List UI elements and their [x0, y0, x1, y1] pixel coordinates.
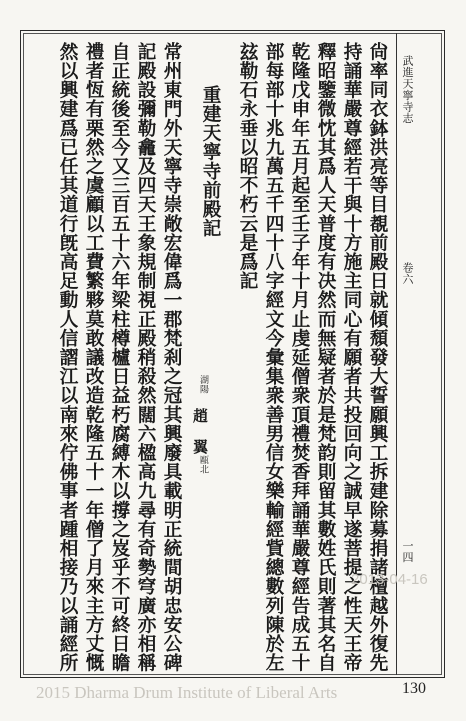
text-column-8: 記殿設彌勒龕及四天王象規制視正殿稍殺然闊六楹高九尋有奇勢穹廣亦相稱 — [135, 42, 156, 673]
book-title-label: 武進天寧寺志 — [401, 55, 414, 124]
volume-label: 卷六 — [401, 262, 414, 285]
section-heading: 重建天寧寺前殿記 — [200, 85, 221, 238]
text-column-5: 部每部十兆九萬五千四十八字經文今彙集衆善男信女樂輸經貲總數列陳於左 — [263, 42, 284, 673]
folio-label: 一四 — [401, 540, 414, 563]
author-name: 趙 翼 — [191, 408, 209, 455]
text-column-6: 玆勒石永垂以昭不朽云是爲記 — [237, 42, 258, 291]
watermark-footer: 2015 Dharma Drum Institute of Liberal Arts — [36, 683, 338, 702]
text-column-10: 禮者恆有栗然之虞顧以工費繁夥莫敢議改造乾隆五十一年僧了月來主方丈慨 — [83, 42, 104, 673]
date-stamp: 2013-04-16 — [351, 571, 428, 588]
text-column-4: 乾隆戊申年五月起至壬子年十月止虔延僧衆頂禮焚香拜誦華嚴尊經告成五十 — [289, 42, 310, 673]
page-number: 130 — [402, 680, 426, 697]
author-note: 甌北 — [198, 455, 208, 474]
text-column-7: 常州東門外天寧寺崇敞宏偉爲一郡梵刹之冠其興廢具載明正統間胡忠安公碑 — [161, 42, 182, 673]
text-column-9: 自正統後至今又三百五十六年梁柱樽櫨日益朽腐縛木以撐之岌乎不可終日瞻 — [109, 42, 130, 673]
text-column-2: 持誦華嚴尊經若干與十方施主同心有願者共投回向之誠早遂菩提之性天王帝 — [341, 42, 362, 673]
text-column-1: 尙率同衣鉢洪亮等目覩前殿日就傾頹發大誓願興工拆建除募捐諸檀越外復先 — [367, 42, 388, 673]
author-place: 湖陽 — [198, 375, 208, 394]
text-column-11: 然以興建爲已任其道行旣高足動人信謵江以南來佇佛事者踵相接乃以誦經所 — [57, 42, 78, 673]
text-column-3: 釋昭鑒微忱其爲人天普度有决然而無疑者於是梵韵則留其數姓氏則著其名自 — [315, 42, 336, 673]
